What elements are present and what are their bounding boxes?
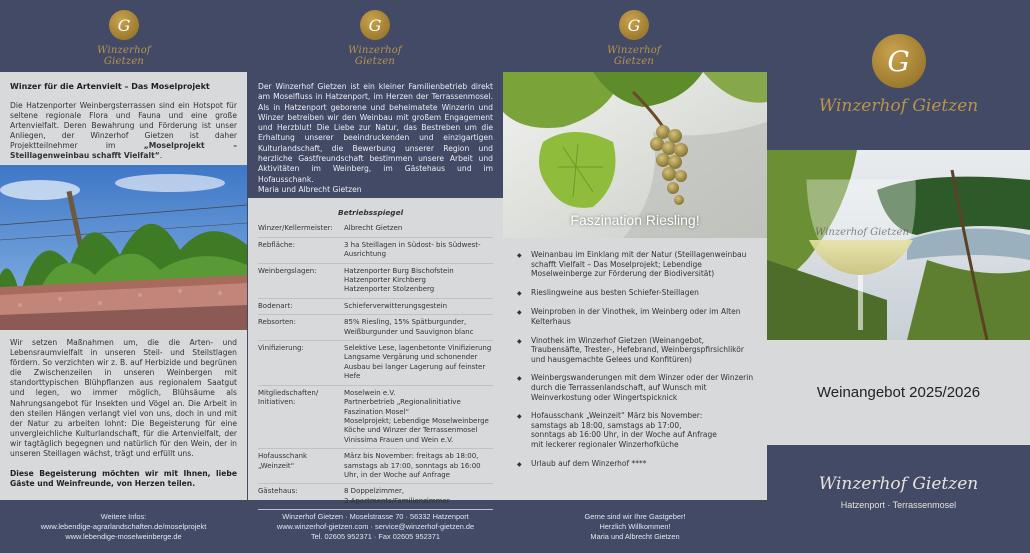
row-label: Rebsorten:: [258, 318, 296, 327]
cover-footer-logo: [767, 474, 1030, 510]
row-value: Albrecht Gietzen: [344, 224, 403, 233]
list-item: [517, 250, 757, 279]
list-item: [517, 373, 757, 402]
table-row: [258, 221, 493, 237]
row-value: Selektive Lese, lagenbetonte Vinifizierung Langsame Vergärung und schonender Ausbau bei langer Lagerung auf feinster Hefe: [344, 344, 492, 381]
table-title: Betriebsspiegel: [338, 208, 404, 217]
riesling-grapes-photo: [503, 72, 767, 238]
list-item-text: Weinproben in der Vinothek, im Weinberg oder im Alten Kelterhaus: [531, 307, 741, 326]
closing-text: Diese Begeisterung möchten wir mit Ihnen, liebe Gäste und Weinfreunde, von Herzen teilen.: [10, 469, 237, 489]
table-row: [258, 484, 493, 510]
list-item-text: Vinothek im Winzerhof Gietzen (Weinangebot, Traubensäfte, Trester-, Hefebrand, Weinbergspfirsichlikör und hausgemachte Gelees und Konfitüren): [531, 335, 744, 364]
row-value: 8 Doppelzimmer, 2 Apartments/Familienzimmer: [344, 487, 450, 505]
footer-welcome-1: Gerne sind wir Ihre Gastgeber!: [584, 512, 686, 521]
row-label: Bodenart:: [258, 301, 293, 310]
table-row: [258, 386, 493, 449]
cover-subtitle: Hatzenport · Terrassenmosel: [840, 500, 957, 510]
intro-bold: „Moselprojekt – Steillagenweinbau schafft Vielfalt“: [10, 141, 237, 160]
diamond-bullet-icon: ◆: [517, 289, 522, 297]
list-item-text: Rieslingweine aus besten Schiefer-Steillagen: [531, 287, 699, 297]
footer-address: Winzerhof Gietzen · Moselstrasse 70 · 56332 Hatzenport: [282, 512, 469, 521]
footer-welcome: [503, 512, 767, 542]
wine-offer-title: Weinangebot 2025/2026: [767, 340, 1030, 445]
cover-logo-text: Winzerhof Gietzen: [818, 96, 979, 116]
betriebsspiegel-table: [248, 198, 503, 505]
body-text: Wir setzen Maßnahmen um, die die Arten- und Lebensraumvielfalt in unseren Steil- und Steilstlagen fördern. So verzichten wir z. B. auf Herbizide und begrünen die Zwischenzeilen in unseren Weinbergen mit standorttypischen Blühpflanzen aus regionalem Saatgut und legen, wo immer möglich, Blühsäume als Nahrungsangebot für Insekten und Vögel an. Die Arbeit in den steilen Hängen verlangt viel von uns, doch in und mit der Natur zu arbeiten lohnt: Die Begeisterung für eine unvergleichliche Kulturlandschaft, für die Artenvielfalt, der wir tagtäglich begegnen und natürlich für den Wein, der in unseren Steillagen wächst, trägt und erfüllt uns.: [10, 338, 237, 459]
image-caption: Faszination Riesling!: [570, 212, 700, 228]
link-moselprojekt[interactable]: www.lebendige-agrarlandschaften.de/moselprojekt: [40, 522, 207, 531]
footer-web-email[interactable]: www.winzerhof-gietzen.com · service@winzerhof-gietzen.de: [276, 522, 475, 531]
footer-info: [0, 512, 247, 542]
table-row: [258, 449, 493, 484]
monogram-badge: G: [109, 10, 139, 40]
logo-panel3: [592, 10, 676, 67]
footer-info-label: Weitere Infos:: [100, 512, 147, 521]
row-label: Rebfläche:: [258, 240, 295, 249]
logo-panel1: [82, 10, 166, 67]
family-signature: Maria und Albrecht Gietzen: [258, 184, 362, 194]
vineyard-terrace-photo: [0, 165, 247, 330]
list-item: [517, 459, 757, 470]
diamond-bullet-icon: ◆: [517, 460, 522, 468]
logo-text: Winzerhof Gietzen: [607, 45, 661, 67]
list-item-text: Weinbergswanderungen mit dem Winzer oder der Winzerin durch die Terrassenlandschaft, auf Wunsch mit Weinverkostung oder Wingertspicknick: [531, 373, 754, 402]
diamond-bullet-icon: ◆: [517, 337, 522, 345]
logo-text: Winzerhof Gietzen: [348, 45, 402, 67]
row-label: Weinbergslagen:: [258, 266, 317, 275]
row-label: Hofausschank „Weinzeit“: [258, 452, 308, 470]
list-item: [517, 336, 757, 365]
footer-contact: [248, 512, 503, 542]
list-item: [517, 411, 757, 449]
cover-footer-brand: Winzerhof Gietzen: [818, 474, 979, 494]
list-item-text: Urlaub auf dem Winzerhof ****: [531, 458, 647, 468]
list-item-text: Weinanbau im Einklang mit der Natur (Steillagenweinbau schafft Vielfalt – Das Moselprojekt; Lebendige Moselweinberge zur Förderung der Biodiversität): [531, 250, 747, 279]
diamond-bullet-icon: ◆: [517, 252, 522, 259]
moselprojekt-intro: [0, 72, 247, 165]
row-label: Mitgliedschaften/ Initiativen:: [258, 388, 319, 407]
monogram-badge: G: [619, 10, 649, 40]
row-value: März bis November: freitags ab 18:00, samstags ab 17:00, sonntags ab 16:00 Uhr, in der Woche auf Anfrage: [344, 452, 481, 479]
list-item: [517, 307, 757, 326]
logo-text: Winzerhof Gietzen: [97, 45, 151, 67]
diamond-bullet-icon: ◆: [517, 375, 522, 383]
intro-text: Die Hatzenporter Weinbergsterrassen sind ein Hotspot für seltene regionale Flora und Fauna und eine große Artenvielfalt. Deren Bewahrung und Förderung ist unser Anliegen, der Winzerhof Gietzen ist daher Projektteilnehmer im: [10, 101, 237, 150]
moselprojekt-title: Winzer für die Artenvielt – Das Moselprojekt: [10, 82, 210, 91]
table-row: [258, 264, 493, 299]
footer-welcome-3: Maria und Albrecht Gietzen: [590, 532, 680, 541]
row-label: Vinifizierung:: [258, 344, 304, 353]
row-value: 3 ha Steillagen in Südost- bis Südwest-Ausrichtung: [344, 240, 481, 259]
table-row: [258, 238, 493, 264]
table-row: [258, 341, 493, 386]
footer-phone: Tel. 02605 952371 · Fax 02605 952371: [310, 532, 441, 541]
moselprojekt-text: [10, 101, 237, 161]
row-label: Winzer/Kellermeister:: [258, 224, 333, 233]
family-intro: [248, 72, 503, 198]
monogram-badge-large: G: [872, 34, 926, 88]
table-row: [258, 299, 493, 315]
wine-glass-photo: [767, 150, 1030, 340]
family-text: Der Winzerhof Gietzen ist ein kleiner Familienbetrieb direkt am Moselfluss in Hatzenport, im Herzen der Terrassenmosel. Als in Hatzenport geborene und beheimatete Winzerin und Winzer betreiben wir den Weinbau mit großem Engagement und Herzblut! Die Liebe zur Natur, das Bestreben um die Erhaltung unserer beeindruckenden und einzigartigen Kulturlandschaft, die Bewerbung unserer Region und herzliche Gastfreundschaft bestimmen unsere Arbeit und Aktivitäten im Weinberg, im Gästehaus und im Hofausschank.: [258, 82, 493, 184]
logo-panel2: [333, 10, 417, 67]
monogram-badge: G: [360, 10, 390, 40]
moselprojekt-body: [0, 330, 247, 500]
row-value: 85% Riesling, 15% Spätburgunder, Weißburgunder und Sauvignon blanc: [344, 318, 474, 336]
intro-end: .: [159, 151, 163, 160]
cover-logo: [767, 34, 1030, 116]
row-value: Hatzenporter Burg Bischofstein Hatzenporter Kirchberg Hatzenporter Stolzenberg: [344, 266, 454, 294]
diamond-bullet-icon: ◆: [517, 309, 522, 317]
offer-list: [503, 238, 767, 500]
table-row: [258, 315, 493, 341]
row-label: Gästehaus:: [258, 487, 298, 496]
link-moselweinberge[interactable]: www.lebendige-moselweinberge.de: [65, 532, 182, 541]
diamond-bullet-icon: ◆: [517, 413, 522, 421]
glass-etching: Winzerhof Gietzen: [815, 227, 909, 238]
row-value: Moselwein e.V. Partnerbetrieb „Regionalinitiative Faszination Mosel“ Moselprojekt; Lebendige Moselweinberge Köche und Winzer der Terrassenmosel Vinissima Frauen und Wein e.V.: [344, 388, 489, 444]
list-item: [517, 288, 757, 299]
footer-welcome-2: Herzlich Willkommen!: [599, 522, 671, 531]
list-item-text: Hofausschank „Weinzeit“ März bis November: samstags ab 18:00, samstags ab 17:00, sonntags ab 16:00 Uhr, in der Woche auf Anfrage mit leckerer regionaler Winzerhofküche: [531, 411, 717, 449]
row-value: Schieferverwitterungsgestein: [344, 301, 448, 310]
